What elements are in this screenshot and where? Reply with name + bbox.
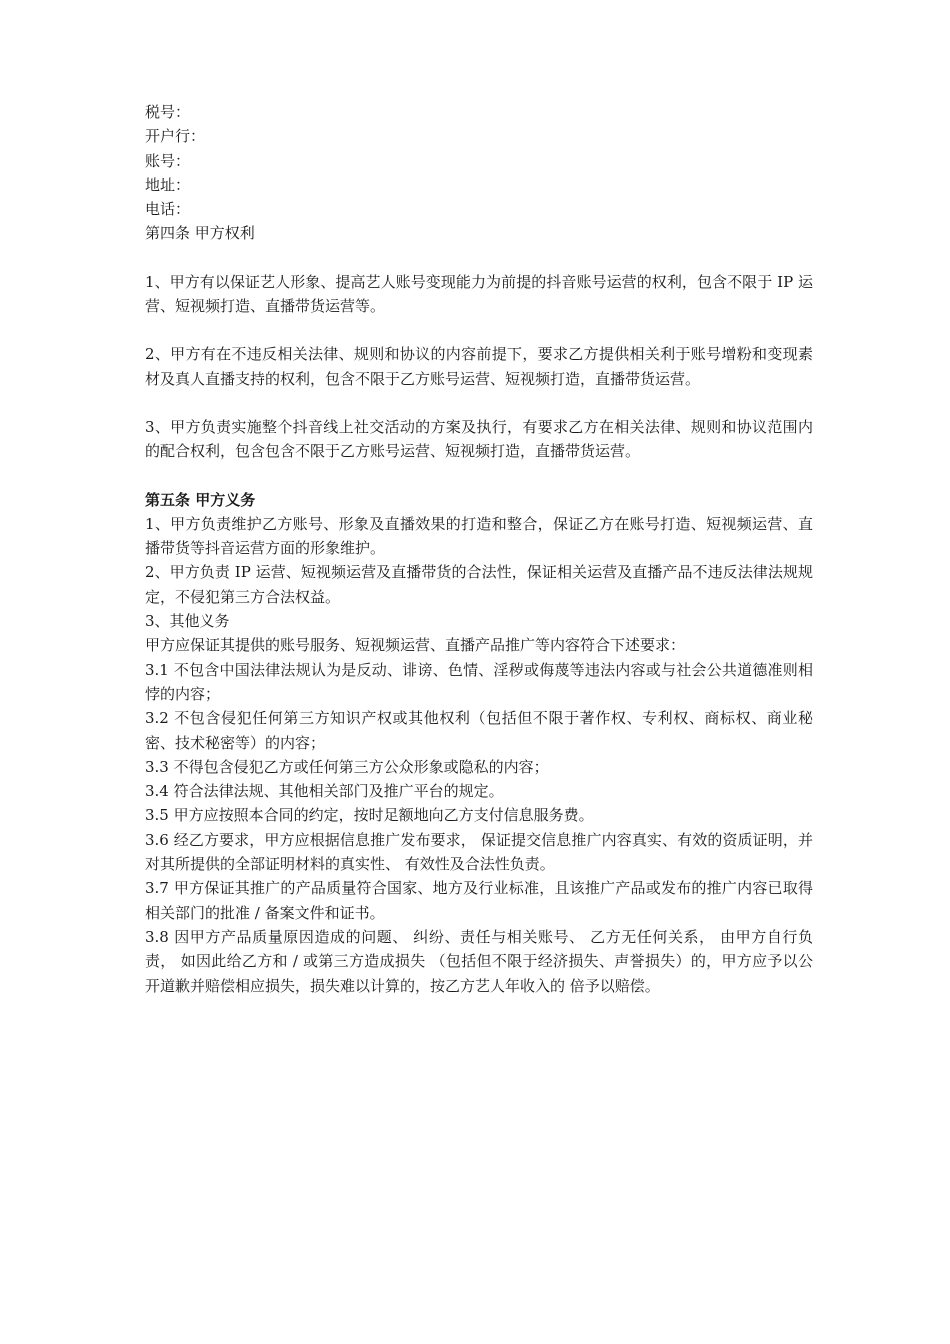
spacer bbox=[145, 464, 813, 488]
article-4-item-1: 1、甲方有以保证艺人形象、提高艺人账号变现能力为前提的抖音账号运营的权利，包含不限于 IP 运营、短视频打造、直播带货运营等。 bbox=[145, 272, 813, 316]
article-5-item-3: 3、其他义务 bbox=[145, 612, 230, 631]
article-4-item-3: 3、甲方负责实施整个抖音线上社交活动的方案及执行，有要求乙方在相关法律、规则和协议范围内的配合权利，包含包含不限于乙方账号运营、短视频打造，直播带货运营。 bbox=[145, 417, 813, 461]
article-5-clause-3-6: 3.6 经乙方要求，甲方应根据信息推广发布要求， 保证提交信息推广内容真实、有效的资质证明，并对其所提供的全部证明材料的真实性、 有效性及合法性负责。 bbox=[145, 830, 813, 874]
tax-number-label: 税号： bbox=[145, 103, 191, 121]
article-5-title: 第五条 甲方义务 bbox=[145, 490, 256, 509]
article-4-item-2: 2、甲方有在不违反相关法律、规则和协议的内容前提下，要求乙方提供相关利于账号增粉和变现素材及真人直播支持的权利，包含不限于乙方账号运营、短视频打造，直播带货运营。 bbox=[145, 345, 813, 388]
article-5-requirements-intro: 甲方应保证其提供的账号服务、短视频运营、直播产品推广等内容符合下述要求： bbox=[145, 636, 686, 655]
phone-label: 电话： bbox=[145, 200, 191, 219]
spacer bbox=[145, 246, 813, 270]
article-5-clause-3-8: 3.8 因甲方产品质量原因造成的问题、 纠纷、责任与相关账号、 乙方无任何关系， 由甲方自行负责， 如因此给乙方和 / 或第三方造成损失 （包括但不限于经济损失、声誉损失）的，甲方应予以公开道歉并赔偿相应损失，损失难以计算的，按乙方艺人年收入的 倍予以赔偿。 bbox=[145, 927, 813, 995]
spacer bbox=[145, 391, 813, 415]
document-page bbox=[145, 100, 813, 998]
article-5-clause-3-1: 3.1 不包含中国法律法规认为是反动、诽谤、色情、淫秽或侮蔑等违法内容或与社会公共道德准则相悖的内容； bbox=[145, 660, 813, 703]
article-5-clause-3-4: 3.4 符合法律法规、其他相关部门及推广平台的规定。 bbox=[145, 782, 504, 801]
article-4-title: 第四条 甲方权利 bbox=[145, 224, 255, 243]
article-5-clause-3-2: 3.2 不包含侵犯任何第三方知识产权或其他权利（包括但不限于著作权、专利权、商标权、商业秘密、技术秘密等）的内容； bbox=[145, 709, 813, 752]
account-label: 账号： bbox=[145, 151, 191, 170]
article-5-item-2: 2、甲方负责 IP 运营、短视频运营及直播带货的合法性，保证相关运营及直播产品不违反法律法规规定，不侵犯第三方合法权益。 bbox=[145, 563, 813, 606]
address-label: 地址： bbox=[145, 175, 191, 194]
bank-label: 开户行： bbox=[145, 127, 206, 146]
spacer bbox=[145, 318, 813, 342]
article-5-item-1: 1、甲方负责维护乙方账号、形象及直播效果的打造和整合，保证乙方在账号打造、短视频运营、直播带货等抖音运营方面的形象维护。 bbox=[145, 514, 813, 558]
article-5-clause-3-3: 3.3 不得包含侵犯乙方或任何第三方公众形象或隐私的内容； bbox=[145, 757, 549, 776]
article-5-clause-3-5: 3.5 甲方应按照本合同的约定，按时足额地向乙方支付信息服务费。 bbox=[145, 806, 594, 825]
article-5-clause-3-7: 3.7 甲方保证其推广的产品质量符合国家、地方及行业标准，且该推广产品或发布的推广内容已取得相关部门的批准 / 备案文件和证书。 bbox=[145, 879, 813, 922]
